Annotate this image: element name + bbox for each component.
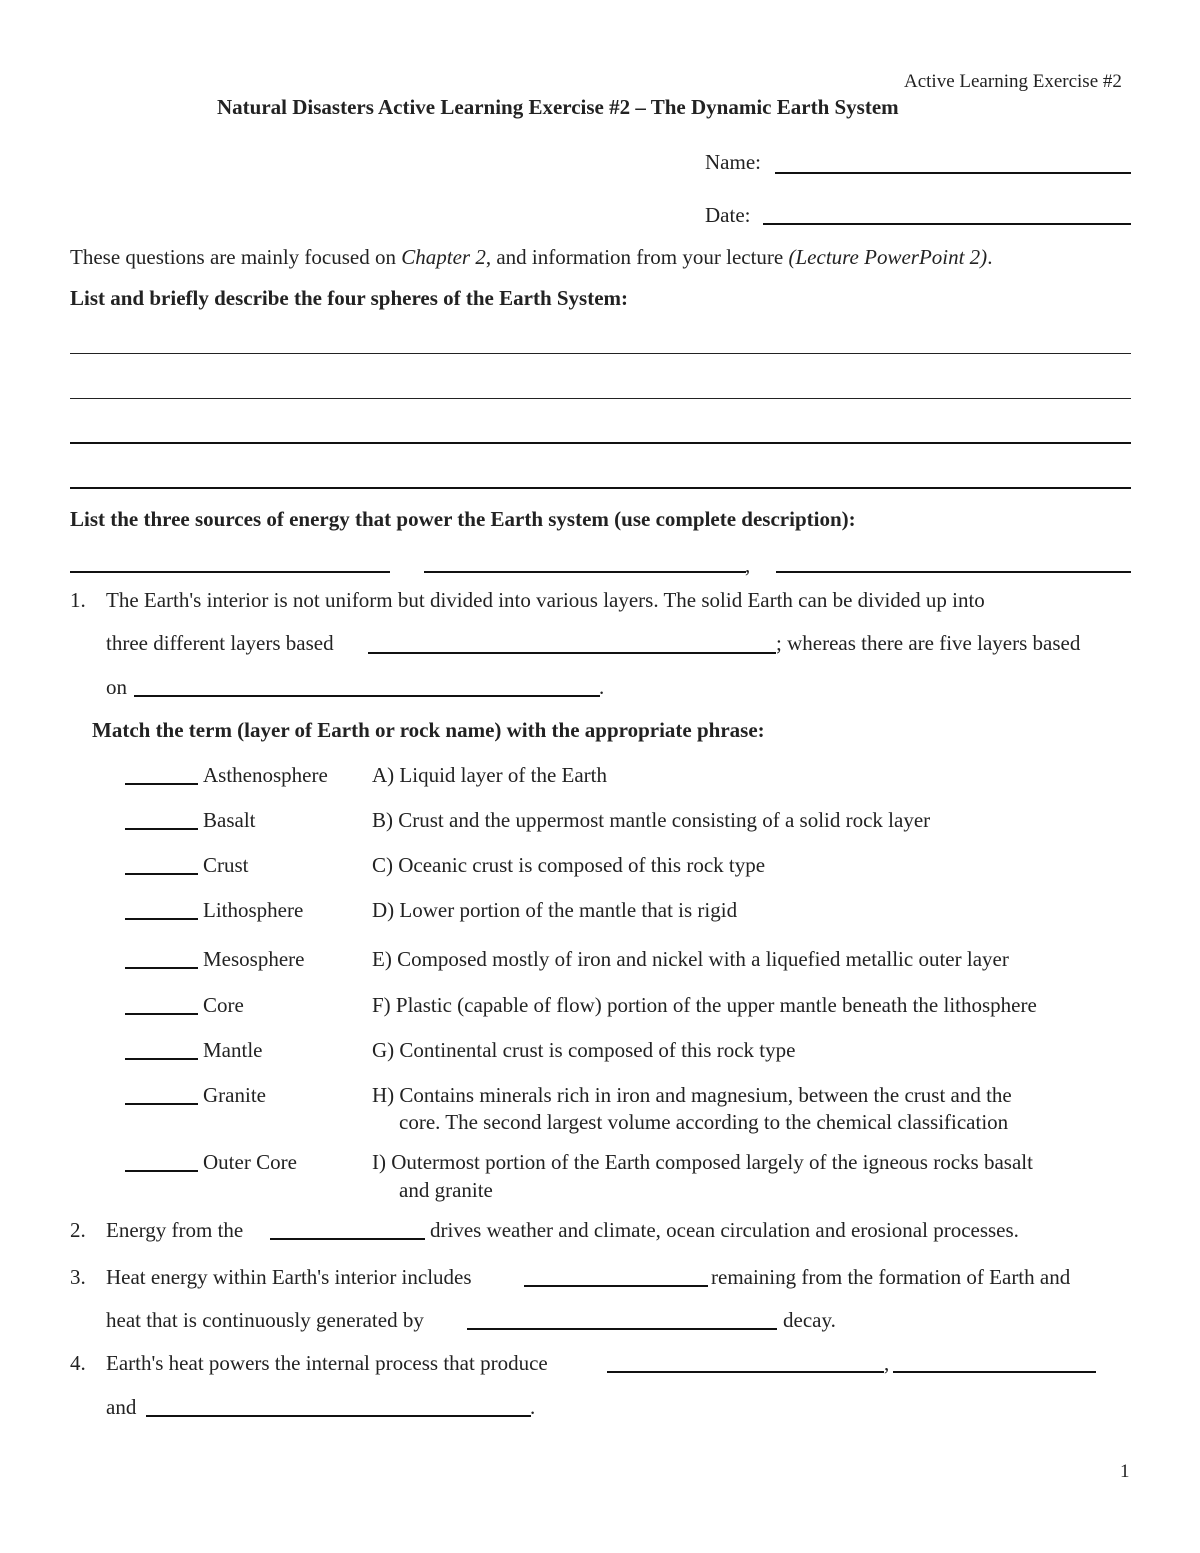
q3-text-b: remaining from the formation of Earth and <box>711 1265 1071 1289</box>
match-phrase: E) Composed mostly of iron and nickel with a liquefied metallic outer layer <box>372 947 1009 971</box>
q4-blank-2[interactable] <box>893 1371 1096 1373</box>
answer-line-1[interactable] <box>70 353 1131 354</box>
match-term: Lithosphere <box>203 898 304 922</box>
page-number: 1 <box>1120 1461 1130 1482</box>
q1-line1: The Earth's interior is not uniform but divided into various layers. The solid Earth can be divided up into <box>106 588 985 612</box>
match-blank[interactable] <box>125 783 198 785</box>
match-phrase: I) Outermost portion of the Earth composed largely of the igneous rocks basalt <box>372 1150 1033 1174</box>
match-blank[interactable] <box>125 1170 198 1172</box>
answer-line-4[interactable] <box>70 487 1131 489</box>
q3-text-c: heat that is continuously generated by <box>106 1308 424 1332</box>
energy-blank-1[interactable] <box>70 571 390 573</box>
q2-text-a: Energy from the <box>106 1218 244 1242</box>
match-blank[interactable] <box>125 1103 198 1105</box>
energy-blank-2[interactable] <box>424 571 746 573</box>
match-phrase: F) Plastic (capable of flow) portion of the upper mantle beneath the lithosphere <box>372 993 1037 1017</box>
match-blank[interactable] <box>125 828 198 830</box>
match-term: Mesosphere <box>203 947 305 971</box>
answer-line-3[interactable] <box>70 442 1131 444</box>
q1-line3b: . <box>599 675 605 699</box>
intro-lecture: (Lecture PowerPoint 2) <box>788 245 988 269</box>
match-phrase-cont: core. The second largest volume according to the chemical classification <box>399 1110 1009 1134</box>
match-term: Granite <box>203 1083 266 1107</box>
match-term: Crust <box>203 853 249 877</box>
intro-part2: , and information from your lecture <box>485 245 789 269</box>
date-field[interactable] <box>763 223 1131 225</box>
match-term: Mantle <box>203 1038 263 1062</box>
q1-line3a: on <box>106 675 127 699</box>
match-phrase: C) Oceanic crust is composed of this rock type <box>372 853 766 877</box>
match-blank[interactable] <box>125 967 198 969</box>
match-term: Asthenosphere <box>203 763 328 787</box>
q4-number: 4. <box>70 1351 86 1375</box>
match-blank[interactable] <box>125 918 198 920</box>
energy-blank-3[interactable] <box>776 571 1131 573</box>
energy-question: List the three sources of energy that power the Earth system (use complete description): <box>70 507 856 531</box>
q4-text-b: and <box>106 1395 137 1419</box>
match-phrase: H) Contains minerals rich in iron and magnesium, between the crust and the <box>372 1083 1012 1107</box>
q1-line2b: ; whereas there are five layers based <box>776 631 1081 655</box>
q1-blank-1[interactable] <box>368 652 776 654</box>
q4-blank-3[interactable] <box>146 1415 531 1417</box>
q4-text-c: . <box>530 1395 536 1419</box>
match-phrase: D) Lower portion of the mantle that is rigid <box>372 898 738 922</box>
answer-line-2[interactable] <box>70 398 1131 399</box>
q3-text-d: decay. <box>783 1308 836 1332</box>
q4-blank-1[interactable] <box>607 1371 884 1373</box>
spheres-question: List and briefly describe the four spheres of the Earth System: <box>70 286 629 310</box>
match-phrase: G) Continental crust is composed of this rock type <box>372 1038 796 1062</box>
q4-text-a: Earth's heat powers the internal process that produce <box>106 1351 548 1375</box>
q3-text-a: Heat energy within Earth's interior includes <box>106 1265 472 1289</box>
match-phrase: B) Crust and the uppermost mantle consisting of a solid rock layer <box>372 808 931 832</box>
q2-text-b: drives weather and climate, ocean circulation and erosional processes. <box>430 1218 1019 1242</box>
q1-blank-2[interactable] <box>134 695 600 697</box>
match-term: Basalt <box>203 808 256 832</box>
match-blank[interactable] <box>125 1058 198 1060</box>
q2-blank[interactable] <box>270 1238 425 1240</box>
match-heading: Match the term (layer of Earth or rock name) with the appropriate phrase: <box>92 718 765 742</box>
q4-comma: , <box>884 1351 890 1375</box>
q2-number: 2. <box>70 1218 86 1242</box>
running-header: Active Learning Exercise #2 <box>904 71 1122 92</box>
date-label: Date: <box>705 203 751 227</box>
match-phrase-cont: and granite <box>399 1178 493 1202</box>
q1-line2a: three different layers based <box>106 631 334 655</box>
match-blank[interactable] <box>125 1013 198 1015</box>
intro-chapter: Chapter 2 <box>401 245 486 269</box>
match-term: Outer Core <box>203 1150 297 1174</box>
q3-blank-1[interactable] <box>524 1285 708 1287</box>
match-blank[interactable] <box>125 873 198 875</box>
name-label: Name: <box>705 150 761 174</box>
intro-part3: . <box>987 245 993 269</box>
intro-text <box>70 245 992 270</box>
q3-blank-2[interactable] <box>467 1328 777 1330</box>
energy-comma: , <box>745 553 751 577</box>
match-term: Core <box>203 993 244 1017</box>
q3-number: 3. <box>70 1265 86 1289</box>
page-title: Natural Disasters Active Learning Exercise #2 – The Dynamic Earth System <box>217 95 899 119</box>
match-phrase: A) Liquid layer of the Earth <box>372 763 607 787</box>
intro-part1: These questions are mainly focused on <box>70 245 402 269</box>
q1-number: 1. <box>70 588 86 612</box>
name-field[interactable] <box>775 172 1131 174</box>
